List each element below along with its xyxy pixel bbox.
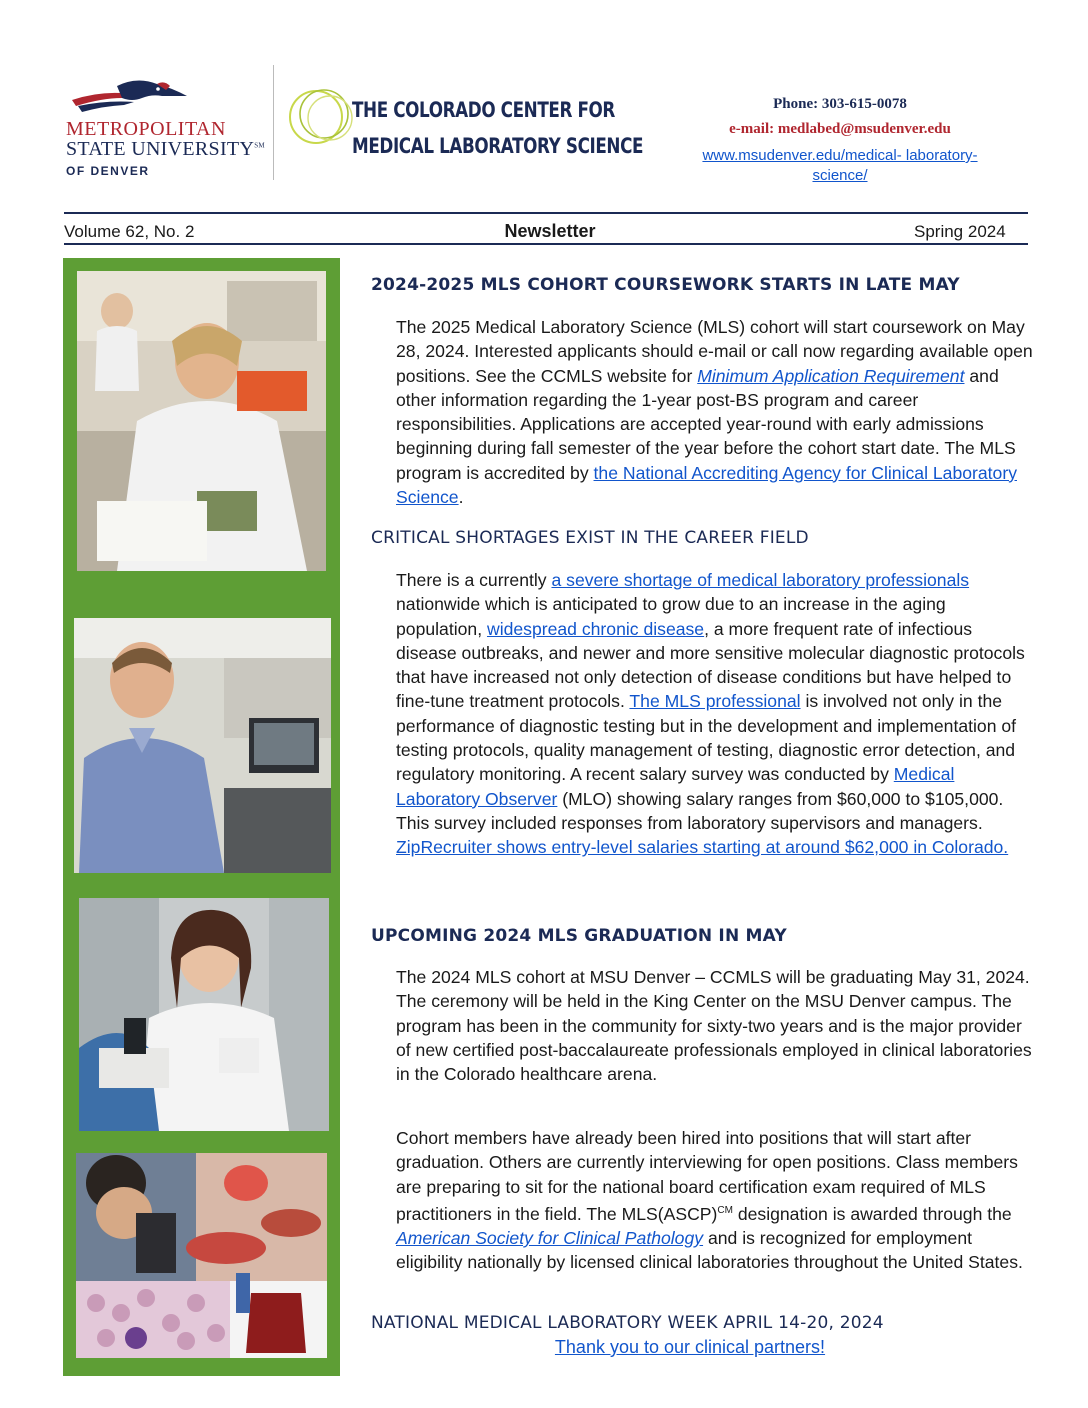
msu-name-line2: STATE UNIVERSITY℠ bbox=[66, 138, 265, 160]
ascp-link[interactable]: American Society for Clinical Pathology bbox=[396, 1228, 704, 1249]
masthead-bottom-rule bbox=[64, 243, 1028, 245]
shortages-paragraph: There is a currently a severe shortage of medical laboratory professionals nationwide which is anticipated to grow due to an increase in the aging population, widespread chronic disease, a more frequent rate of infectious disease outbreaks, and newer and more sensitive molecular diagnostic protocols that have increased not only detection of disease conditions but have helped to fine-tune treatment protocols. The MLS professional is involved not only in the performance of diagnostic testing but in the development and implementation of testing protocols, quality management of testing, diagnostic error detection, and regulatory monitoring. A recent salary survey was conducted by Medical Laboratory Observer (MLO) showing salary ranges from $60,000 to $105,000. This survey included responses from laboratory supervisors and managers. ZipRecruiter shows entry-level salaries starting at around $62,000 in Colorado. bbox=[396, 570, 1025, 858]
smiling-technician-photo bbox=[74, 618, 331, 873]
section-heading-graduation: UPCOMING 2024 MLS GRADUATION IN MAY bbox=[371, 926, 787, 946]
contact-email[interactable]: e-mail: medlabed@msudenver.edu bbox=[729, 121, 951, 137]
issue-season: Spring 2024 bbox=[914, 222, 1006, 241]
newsletter-title: Newsletter bbox=[504, 221, 596, 241]
clinical-partners-link[interactable]: Thank you to our clinical partners! bbox=[554, 1337, 826, 1357]
masthead-top-rule bbox=[64, 212, 1028, 214]
contact-phone: Phone: 303-615-0078 bbox=[773, 96, 907, 112]
lab-technician-photo bbox=[77, 271, 326, 571]
naacls-link[interactable]: the National Accrediting Agency for Clinical Laboratory Science bbox=[396, 462, 1017, 508]
section-heading-cohort: 2024-2025 MLS COHORT COURSEWORK STARTS IN LATE MAY bbox=[371, 275, 960, 295]
contact-website-link[interactable]: www.msudenver.edu/medical- laboratory- science/ bbox=[702, 147, 978, 184]
section-heading-lab-week: NATIONAL MEDICAL LABORATORY WEEK APRIL 14-20, 2024 bbox=[371, 1313, 884, 1333]
severe-shortage-link[interactable]: a severe shortage of medical laboratory professionals bbox=[551, 570, 970, 590]
minimum-application-link[interactable]: Minimum Application Requirement bbox=[697, 365, 965, 386]
graduation-paragraph-1: The 2024 MLS cohort at MSU Denver – CCMLS will be graduating May 31, 2024. The ceremony will be held in the King Center on the MSU Denver campus. The program has been in the community for sixty-two years and is the major provider of new certified post-baccalaureate professionals employed in clinical laboratories in the Colorado healthcare arena. bbox=[396, 967, 1032, 1085]
ccmls-name-line1: THE COLORADO CENTER FOR bbox=[352, 98, 615, 122]
photo-strip bbox=[63, 258, 340, 1376]
volume-number: Volume 62, No. 2 bbox=[64, 222, 195, 241]
microscope-technician-photo bbox=[79, 898, 329, 1131]
ccmls-name-line2: MEDICAL LABORATORY SCIENCE bbox=[352, 134, 644, 158]
msu-name-line1: METROPOLITAN bbox=[66, 118, 226, 140]
msu-name-line3: OF DENVER bbox=[66, 164, 150, 178]
cohort-paragraph: The 2025 Medical Laboratory Science (MLS) cohort will start coursework on May 28, 2024. Interested applicants should e-mail or call now regarding available open positions. See the CCMLS website for Minimum Application Requirement and other information regarding the 1-year post-BS program and career responsibilities. Applications are accepted year-round with early admissions beginning during fall semester of the year before the cohort start date. The MLS program is accredited by the National Accrediting Agency for Clinical Laboratory Science. bbox=[396, 317, 1033, 508]
mls-professional-link[interactable]: The MLS professional bbox=[629, 691, 801, 712]
lab-collage-photo bbox=[76, 1153, 327, 1358]
graduation-paragraph-2: Cohort members have already been hired into positions that will start after graduation. Others are currently interviewing for open positions. Class members are preparing to sit for the national board certification exam required of MLS practitioners in the field. The MLS(ASCP)$^{CM}$ designation is awarded through the American Society for Clinical Pathology and is recognized for employment eligibility nationally by licensed clinical laboratories throughout the United States. bbox=[396, 1128, 1023, 1273]
logo-divider bbox=[273, 65, 274, 180]
mlo-link[interactable]: Medical Laboratory Observer bbox=[396, 764, 955, 809]
ziprecruiter-link[interactable]: ZipRecruiter shows entry-level salaries starting at around $62,000 in Colorado. bbox=[396, 837, 1009, 858]
chronic-disease-link[interactable]: widespread chronic disease bbox=[486, 618, 705, 639]
section-heading-shortages: CRITICAL SHORTAGES EXIST IN THE CAREER FIELD bbox=[371, 528, 809, 548]
roadrunner-logo-icon bbox=[62, 72, 272, 122]
